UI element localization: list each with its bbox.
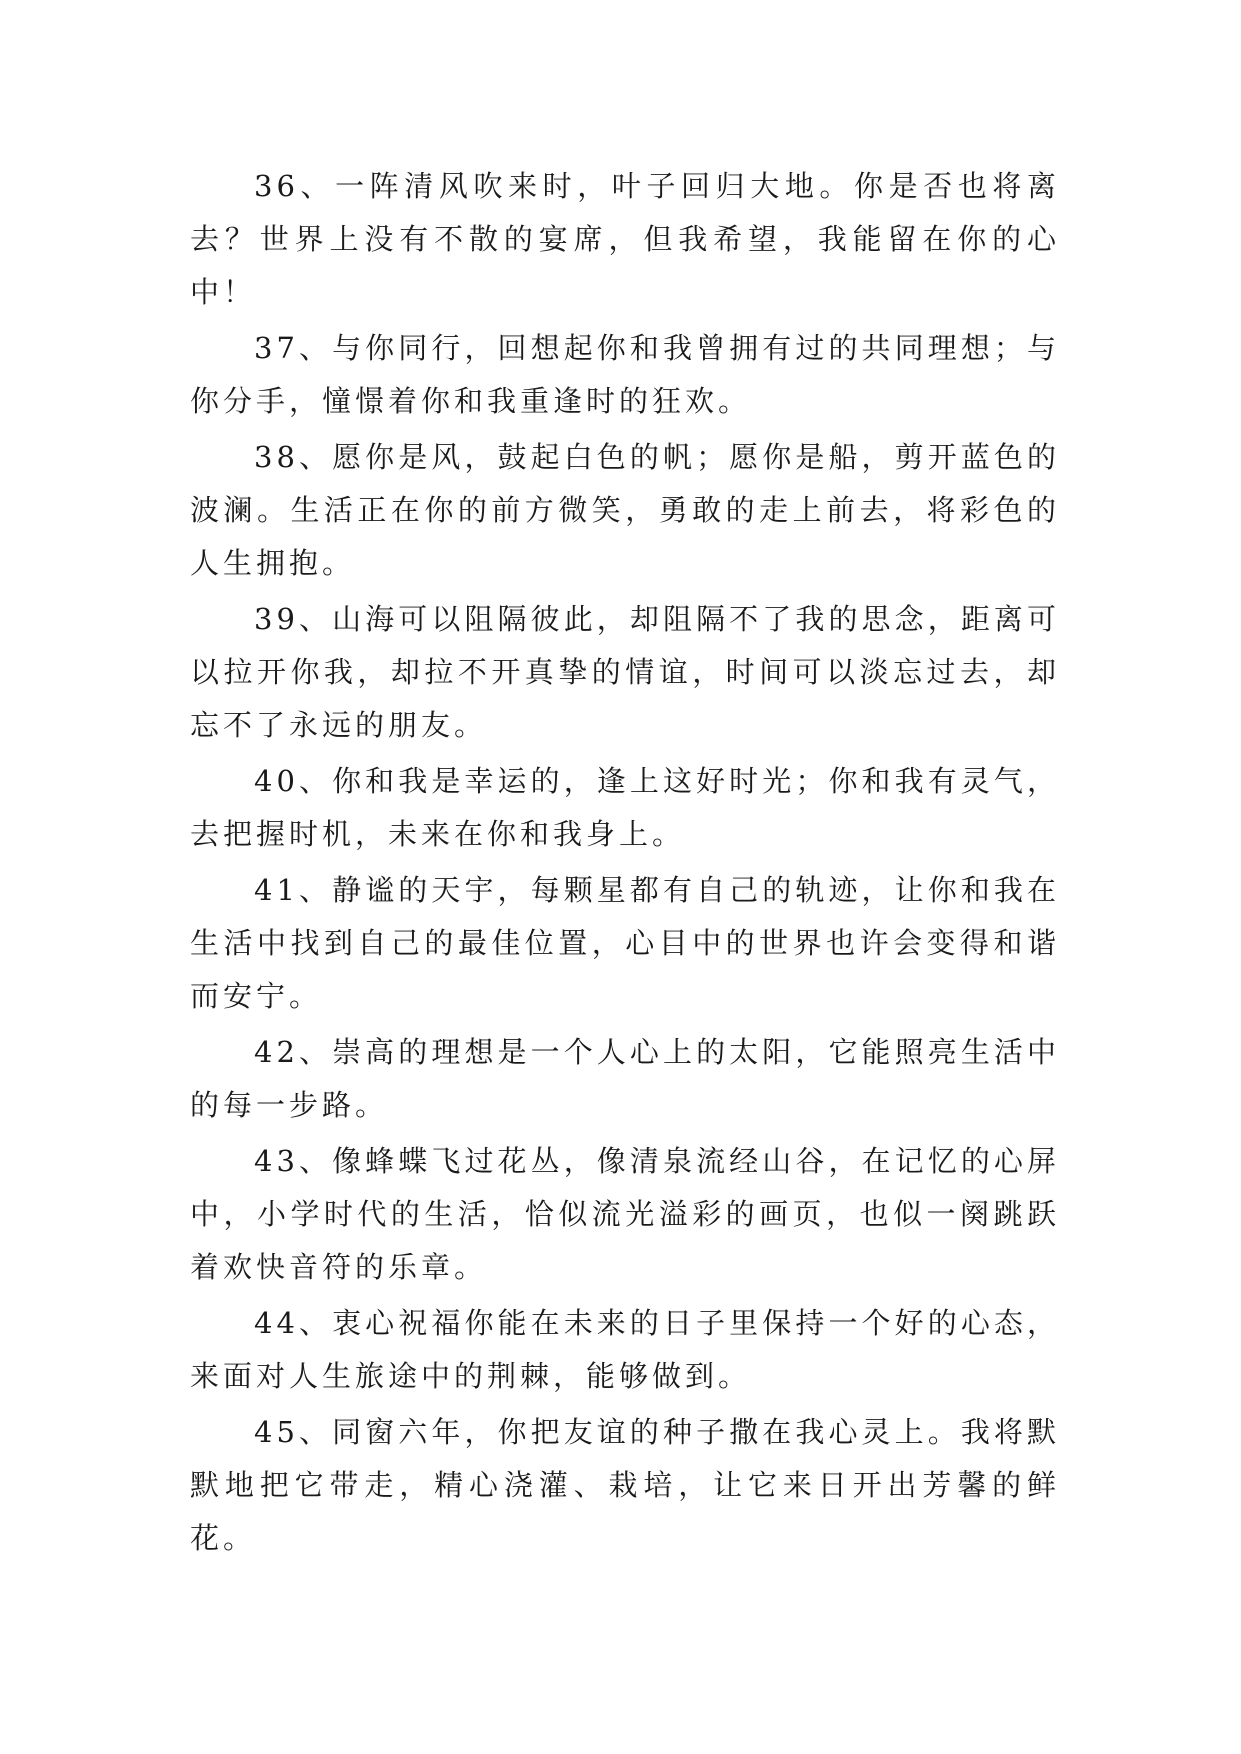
paragraph-40: 40、你和我是幸运的，逢上这好时光；你和我有灵气，去把握时机，未来在你和我身上。: [190, 764, 1060, 851]
paragraph-39: 39、山海可以阻隔彼此，却阻隔不了我的思念，距离可以拉开你我，却拉不开真挚的情谊，时间可以淡忘过去，却忘不了永远的朋友。: [190, 602, 1060, 742]
paragraph-36: 36、一阵清风吹来时，叶子回归大地。你是否也将离去？世界上没有不散的宴席，但我希望，我能留在你的心中！: [190, 169, 1060, 309]
document-body: [190, 160, 1060, 1568]
paragraph-41: 41、静谧的天宇，每颗星都有自己的轨迹，让你和我在生活中找到自己的最佳位置，心目中的世界也许会变得和谐而安宁。: [190, 873, 1060, 1013]
paragraph-42: 42、崇高的理想是一个人心上的太阳，它能照亮生活中的每一步路。: [190, 1035, 1060, 1122]
paragraph-44: 44、衷心祝福你能在未来的日子里保持一个好的心态，来面对人生旅途中的荆棘，能够做到。: [190, 1306, 1060, 1393]
paragraph-38: 38、愿你是风，鼓起白色的帆；愿你是船，剪开蓝色的波澜。生活正在你的前方微笑，勇敢的走上前去，将彩色的人生拥抱。: [190, 440, 1060, 580]
paragraph-43: 43、像蜂蝶飞过花丛，像清泉流经山谷，在记忆的心屏中，小学时代的生活，恰似流光溢彩的画页，也似一阕跳跃着欢快音符的乐章。: [190, 1144, 1060, 1284]
paragraph-45: 45、同窗六年，你把友谊的种子撒在我心灵上。我将默默地把它带走，精心浇灌、栽培，让它来日开出芳馨的鲜花。: [190, 1415, 1060, 1555]
paragraph-37: 37、与你同行，回想起你和我曾拥有过的共同理想；与你分手，憧憬着你和我重逢时的狂欢。: [190, 331, 1060, 418]
